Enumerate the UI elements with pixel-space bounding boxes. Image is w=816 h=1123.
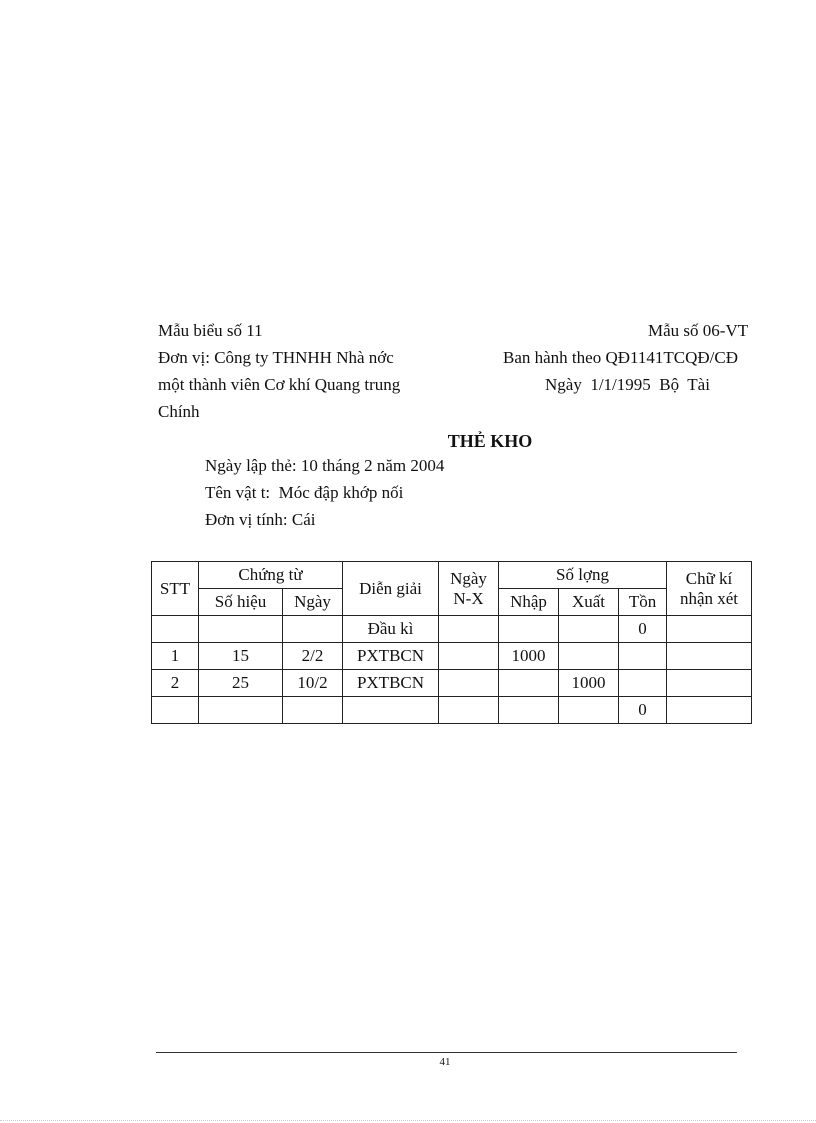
cell-ton: 0 [619, 616, 667, 643]
unit-line-cont: một thành viên Cơ khí Quang trung [158, 375, 401, 394]
cell-so-hieu [199, 697, 283, 724]
header-ngay-nx [439, 562, 499, 616]
table-row [152, 697, 752, 724]
stock-card-table [151, 561, 752, 724]
cell-so-hieu: 15 [199, 643, 283, 670]
ministry-line-cont: Chính [158, 402, 200, 421]
cell-chu-ki [667, 670, 752, 697]
header-chu-ki-line2: nhận xét [679, 588, 739, 608]
header-so-luong: Số lợng [499, 562, 667, 589]
header-ngay-nx-line1: Ngày [450, 568, 487, 588]
table-row [152, 616, 752, 643]
cell-dien-giai: Đầu kì [343, 616, 439, 643]
header-so-hieu: Số hiệu [199, 589, 283, 616]
page-bottom-edge [0, 1120, 816, 1121]
cell-dien-giai [343, 697, 439, 724]
cell-ngay [283, 616, 343, 643]
issued-date-line: Ngày 1/1/1995 Bộ Tài [545, 375, 710, 394]
cell-dien-giai: PXTBCN [343, 643, 439, 670]
card-date: Ngày lập thẻ: 10 tháng 2 năm 2004 [205, 456, 445, 475]
header-stt: STT [152, 562, 199, 616]
cell-xuat: 1000 [559, 670, 619, 697]
cell-ngay-nx [439, 670, 499, 697]
issued-by-line: Ban hành theo QĐ1141TCQĐ/CĐ [503, 348, 738, 367]
cell-ngay-nx [439, 697, 499, 724]
cell-xuat [559, 616, 619, 643]
cell-chu-ki [667, 643, 752, 670]
cell-nhap [499, 697, 559, 724]
cell-stt [152, 616, 199, 643]
header-row-1 [152, 562, 752, 589]
unit-line: Đơn vị: Công ty THNHH Nhà nớc [158, 348, 394, 367]
header-chu-ki [667, 562, 752, 616]
cell-stt: 2 [152, 670, 199, 697]
cell-xuat [559, 697, 619, 724]
cell-ton: 0 [619, 697, 667, 724]
header-nhap: Nhập [499, 589, 559, 616]
table-row [152, 670, 752, 697]
cell-ton [619, 643, 667, 670]
cell-ngay-nx [439, 616, 499, 643]
header-ngay: Ngày [283, 589, 343, 616]
cell-so-hieu: 25 [199, 670, 283, 697]
cell-ngay: 10/2 [283, 670, 343, 697]
cell-stt: 1 [152, 643, 199, 670]
cell-ngay-nx [439, 643, 499, 670]
cell-nhap: 1000 [499, 643, 559, 670]
cell-stt [152, 697, 199, 724]
form-number-right: Mẫu số 06-VT [648, 321, 749, 340]
footer-divider [156, 1052, 737, 1053]
header-dien-giai: Diễn giải [343, 562, 439, 616]
cell-ngay [283, 697, 343, 724]
cell-so-hieu [199, 616, 283, 643]
header-ngay-nx-line2: N-X [453, 588, 484, 608]
header-chung-tu: Chứng từ [199, 562, 343, 589]
header-chu-ki-line1: Chữ kí [685, 568, 733, 588]
cell-chu-ki [667, 697, 752, 724]
cell-chu-ki [667, 616, 752, 643]
form-number-left: Mẫu biểu số 11 [158, 321, 263, 340]
unit-of-measure: Đơn vị tính: Cái [205, 510, 316, 529]
page-number: 41 [439, 1056, 451, 1068]
cell-nhap [499, 616, 559, 643]
cell-ngay: 2/2 [283, 643, 343, 670]
item-name: Tên vật t: Móc đập khớp nối [205, 483, 404, 502]
cell-dien-giai: PXTBCN [343, 670, 439, 697]
cell-xuat [559, 643, 619, 670]
cell-nhap [499, 670, 559, 697]
table-row [152, 643, 752, 670]
cell-ton [619, 670, 667, 697]
document-title: THẺ KHO [447, 431, 533, 451]
header-xuat: Xuất [559, 589, 619, 616]
header-ton: Tồn [619, 589, 667, 616]
